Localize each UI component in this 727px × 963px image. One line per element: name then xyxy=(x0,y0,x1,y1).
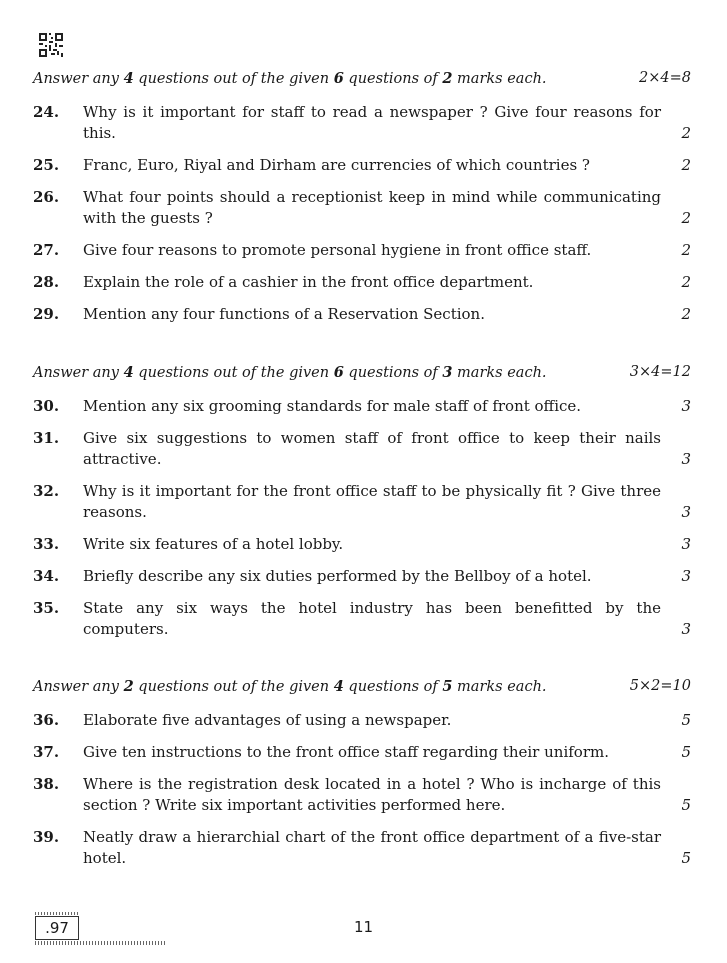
question-number: 37. xyxy=(33,743,60,761)
question-marks: 5 xyxy=(681,796,691,814)
question-marks: 3 xyxy=(681,397,691,415)
question-marks: 5 xyxy=(681,849,691,867)
question xyxy=(33,566,691,587)
barcode-strip xyxy=(35,912,79,915)
question-text: Give four reasons to promote personal hygiene in front office staff. xyxy=(83,241,592,259)
question-marks: 3 xyxy=(681,620,691,638)
section-total-marks: 5×2=10 xyxy=(629,678,691,694)
question-number: 26. xyxy=(33,188,60,206)
section-instruction: Answer any 4 questions out of the given 6 questions of 3 marks each. 3×4=12 xyxy=(33,364,691,381)
question-text: Mention any six grooming standards for male staff of front office. xyxy=(83,397,582,415)
question xyxy=(33,155,691,176)
question-number: 39. xyxy=(33,828,60,846)
question-number: 30. xyxy=(33,397,60,415)
question-marks: 2 xyxy=(681,156,691,174)
question-number: 29. xyxy=(33,305,60,323)
question-text: Where is the registration desk located in a hotel ? Who is incharge of this section ? Write six important activities performed here. xyxy=(83,775,661,814)
question-marks: 2 xyxy=(681,241,691,259)
question-number: 36. xyxy=(33,711,60,729)
section-total-marks: 3×4=12 xyxy=(629,364,691,380)
question-number: 27. xyxy=(33,241,60,259)
question-marks: 3 xyxy=(681,535,691,553)
question-text: Explain the role of a cashier in the front office department. xyxy=(83,273,534,291)
question-number: 31. xyxy=(33,429,60,447)
question-text: What four points should a receptionist keep in mind while communicating with the guests ? xyxy=(83,188,661,227)
question xyxy=(33,102,691,144)
question xyxy=(33,598,691,640)
question-text: Franc, Euro, Riyal and Dirham are currencies of which countries ? xyxy=(83,156,590,174)
qr-code-icon xyxy=(39,33,63,57)
barcode-strip xyxy=(35,941,165,945)
question-text: Briefly describe any six duties performed by the Bellboy of a hotel. xyxy=(83,567,592,585)
question-text: Elaborate five advantages of using a newspaper. xyxy=(83,711,452,729)
paper-code: .97 xyxy=(35,916,79,940)
section-instruction: Answer any 2 questions out of the given 4 questions of 5 marks each. 5×2=10 xyxy=(33,678,691,695)
question xyxy=(33,481,691,523)
question-text: Neatly draw a hierarchial chart of the front office department of a five-star hotel. xyxy=(83,828,661,867)
question-marks: 2 xyxy=(681,124,691,142)
question-marks: 3 xyxy=(681,567,691,585)
section-5-marks xyxy=(33,678,691,869)
question xyxy=(33,396,691,417)
question xyxy=(33,272,691,293)
question-number: 33. xyxy=(33,535,60,553)
question xyxy=(33,827,691,869)
question-number: 24. xyxy=(33,103,60,121)
section-2-marks xyxy=(33,70,691,325)
question xyxy=(33,187,691,229)
question-text: Give six suggestions to women staff of front office to keep their nails attractive. xyxy=(83,429,661,468)
question xyxy=(33,304,691,325)
question xyxy=(33,710,691,731)
question-number: 34. xyxy=(33,567,60,585)
question xyxy=(33,428,691,470)
question-marks: 5 xyxy=(681,711,691,729)
question-number: 25. xyxy=(33,156,60,174)
question xyxy=(33,534,691,555)
question-text: Give ten instructions to the front office staff regarding their uniform. xyxy=(83,743,609,761)
question-marks: 3 xyxy=(681,450,691,468)
question-marks: 3 xyxy=(681,503,691,521)
question-number: 35. xyxy=(33,599,60,617)
section-instruction: Answer any 4 questions out of the given 6 questions of 2 marks each. 2×4=8 xyxy=(33,70,691,87)
question xyxy=(33,774,691,816)
question xyxy=(33,240,691,261)
section-3-marks xyxy=(33,364,691,640)
question-number: 38. xyxy=(33,775,60,793)
question-marks: 2 xyxy=(681,273,691,291)
question-marks: 2 xyxy=(681,209,691,227)
question-marks: 5 xyxy=(681,743,691,761)
question-text: Why is it important for staff to read a newspaper ? Give four reasons for this. xyxy=(83,103,661,142)
question-text: Why is it important for the front office staff to be physically fit ? Give three reasons. xyxy=(83,482,661,521)
question-marks: 2 xyxy=(681,305,691,323)
page-number: 11 xyxy=(353,918,374,936)
question-text: Mention any four functions of a Reservation Section. xyxy=(83,305,485,323)
question-number: 28. xyxy=(33,273,60,291)
question-text: Write six features of a hotel lobby. xyxy=(83,535,344,553)
question-number: 32. xyxy=(33,482,60,500)
question-text: State any six ways the hotel industry has been benefitted by the computers. xyxy=(83,599,661,638)
question xyxy=(33,742,691,763)
section-total-marks: 2×4=8 xyxy=(639,70,691,86)
